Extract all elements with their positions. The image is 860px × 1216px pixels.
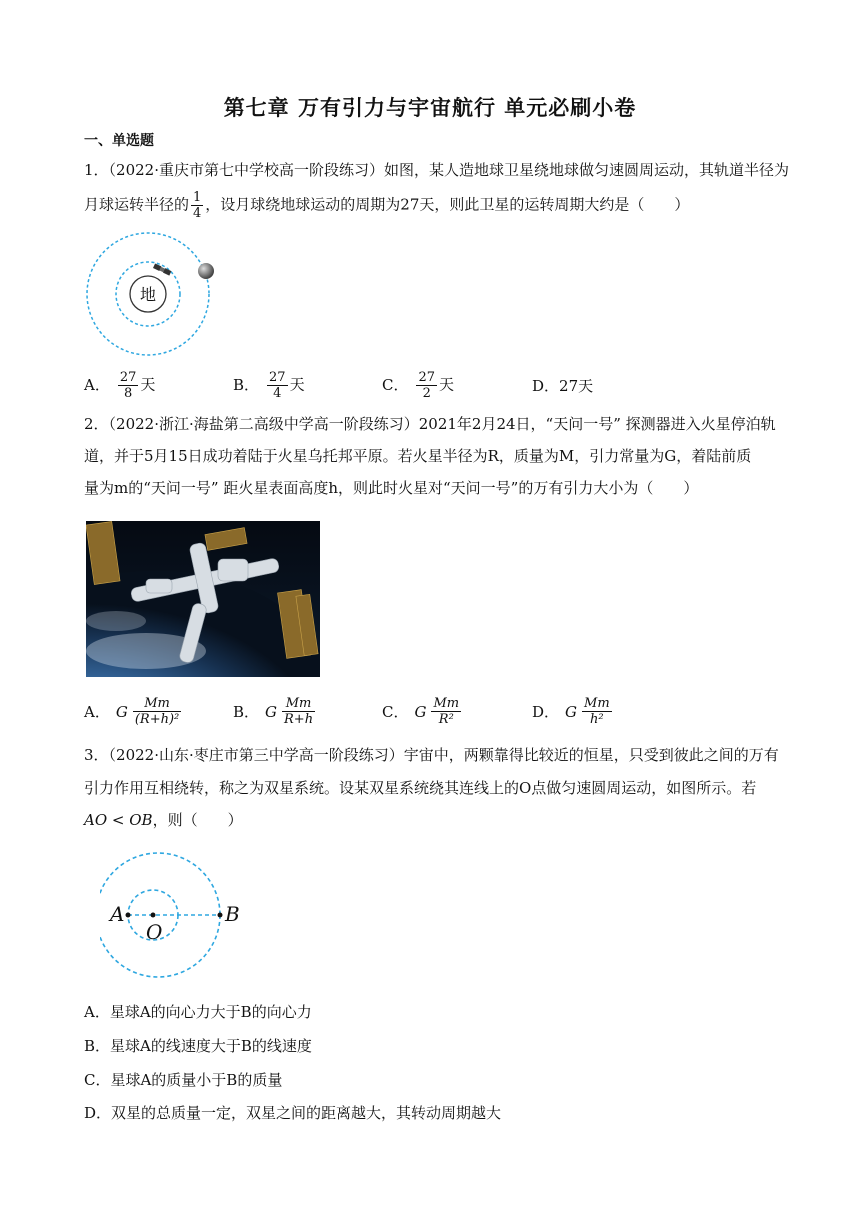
formula-fraction	[282, 696, 315, 727]
q1-frac-den: 4	[193, 206, 202, 221]
q1-option-b[interactable]	[233, 370, 305, 401]
formula-fraction	[133, 696, 181, 727]
frac-num: Mm	[433, 696, 460, 711]
option-formula	[414, 696, 463, 727]
label-b: B	[225, 902, 240, 926]
option-label: C．	[382, 375, 409, 394]
q1-option-c[interactable]	[382, 370, 454, 401]
option-formula	[116, 696, 183, 727]
option-unit: 天	[289, 375, 305, 394]
page-title: 第七章 万有引力与宇宙航行 单元必刷小卷	[223, 96, 637, 120]
q1-text-line2	[84, 190, 784, 221]
moon-icon	[198, 263, 214, 279]
section-heading: 一、单选题	[84, 133, 154, 149]
q3-text-line2: 引力作用互相绕转，称之为双星系统。设某双星系统绕其连线上的O点做匀速圆周运动，如图所示。若	[84, 779, 757, 797]
formula-fraction	[582, 696, 612, 727]
option-fraction	[267, 370, 288, 401]
frac-num: Mm	[282, 696, 315, 712]
frac-den: (R+h)²	[134, 712, 180, 727]
frac-den: h²	[590, 712, 604, 727]
option-label: B．	[233, 702, 260, 721]
option-text: 27天	[559, 377, 594, 395]
center-o-point	[151, 913, 156, 918]
q3-text-line3	[84, 810, 784, 830]
frac-den: R²	[438, 712, 454, 727]
formula-g: G	[115, 702, 128, 721]
option-label: D．	[532, 377, 560, 395]
q1-fraction	[191, 190, 203, 221]
star-b-point	[218, 913, 223, 918]
q2-text-line3: 量为m的“天问一号” 距火星表面高度h，则此时火星对“天问一号”的万有引力大小为（ ）	[84, 479, 699, 497]
frac-num: 27	[418, 370, 436, 385]
q3-line3-post: ，则（ ）	[152, 811, 243, 829]
star-a-point	[126, 913, 131, 918]
frac-num: Mm	[133, 696, 181, 712]
q2-option-d[interactable]	[532, 696, 614, 727]
earth-label: 地	[139, 285, 157, 304]
label-o: O	[146, 920, 163, 944]
q3-option-b[interactable]: B．星球A的线速度大于B的线速度	[84, 1037, 312, 1055]
frac-den: 2	[422, 386, 431, 401]
q3-option-d[interactable]: D．双星的总质量一定，双星之间的距离越大，其转动周期越大	[84, 1104, 502, 1122]
q1-option-d[interactable]	[532, 376, 593, 396]
q1-text-line1: 1．（2022·重庆市第七中学校高一阶段练习）如图，某人造地球卫星绕地球做匀速圆周运动，其轨道半径为	[84, 161, 789, 179]
formula-g: G	[565, 702, 578, 721]
frac-num: Mm	[584, 696, 610, 711]
q1-frac-num: 1	[193, 190, 202, 205]
frac-den: 8	[123, 386, 133, 401]
q2-option-c[interactable]	[382, 696, 463, 727]
option-label: B．	[233, 375, 260, 394]
option-unit: 天	[140, 375, 156, 394]
q2-text-line2: 道，并于5月15日成功着陆于火星乌托邦平原。若火星半径为R，质量为M，引力常量为G，着陆前质	[84, 447, 752, 465]
frac-num: 27	[269, 370, 286, 385]
option-label: D．	[532, 702, 560, 721]
orbit-diagram	[82, 232, 222, 362]
q2-option-a[interactable]	[84, 696, 183, 727]
q1-line2-post: ，设月球绕地球运动的周期为27天，则此卫星的运转周期大约是（ ）	[205, 195, 690, 214]
q3-option-c[interactable]: C．星球A的质量小于B的质量	[84, 1071, 283, 1089]
q1-line2-pre: 月球运转半径的	[84, 195, 190, 214]
q1-option-a[interactable]	[84, 370, 155, 401]
option-unit: 天	[439, 375, 455, 394]
option-label: A．	[84, 375, 110, 394]
space-station-image	[86, 521, 320, 677]
q2-text-line1: 2．（2022·浙江·海盐第二高级中学高一阶段练习）2021年2月24日，“天问一号” 探测器进入火星停泊轨	[84, 415, 776, 433]
q3-condition: AO < OB	[84, 811, 153, 829]
frac-den: 4	[273, 386, 282, 401]
option-fraction	[416, 370, 437, 401]
binary-star-diagram	[100, 848, 250, 984]
formula-g: G	[414, 702, 427, 721]
q2-option-b[interactable]	[233, 696, 317, 727]
option-label: C．	[382, 702, 409, 721]
formula-fraction	[431, 696, 461, 727]
label-a: A	[110, 902, 125, 926]
q3-text-line1: 3．（2022·山东·枣庄市第三中学高一阶段练习）宇宙中，两颗靠得比较近的恒星，只受到彼此之间的万有	[84, 746, 779, 764]
option-fraction	[118, 370, 139, 401]
frac-num: 27	[119, 370, 137, 385]
q3-option-a[interactable]: A．星球A的向心力大于B的向心力	[84, 1003, 312, 1021]
option-formula	[265, 696, 317, 727]
formula-g: G	[265, 702, 278, 721]
option-formula	[565, 696, 614, 727]
space-station-photo	[86, 521, 320, 677]
frac-den: R+h	[284, 712, 314, 727]
option-label: A．	[84, 702, 110, 721]
